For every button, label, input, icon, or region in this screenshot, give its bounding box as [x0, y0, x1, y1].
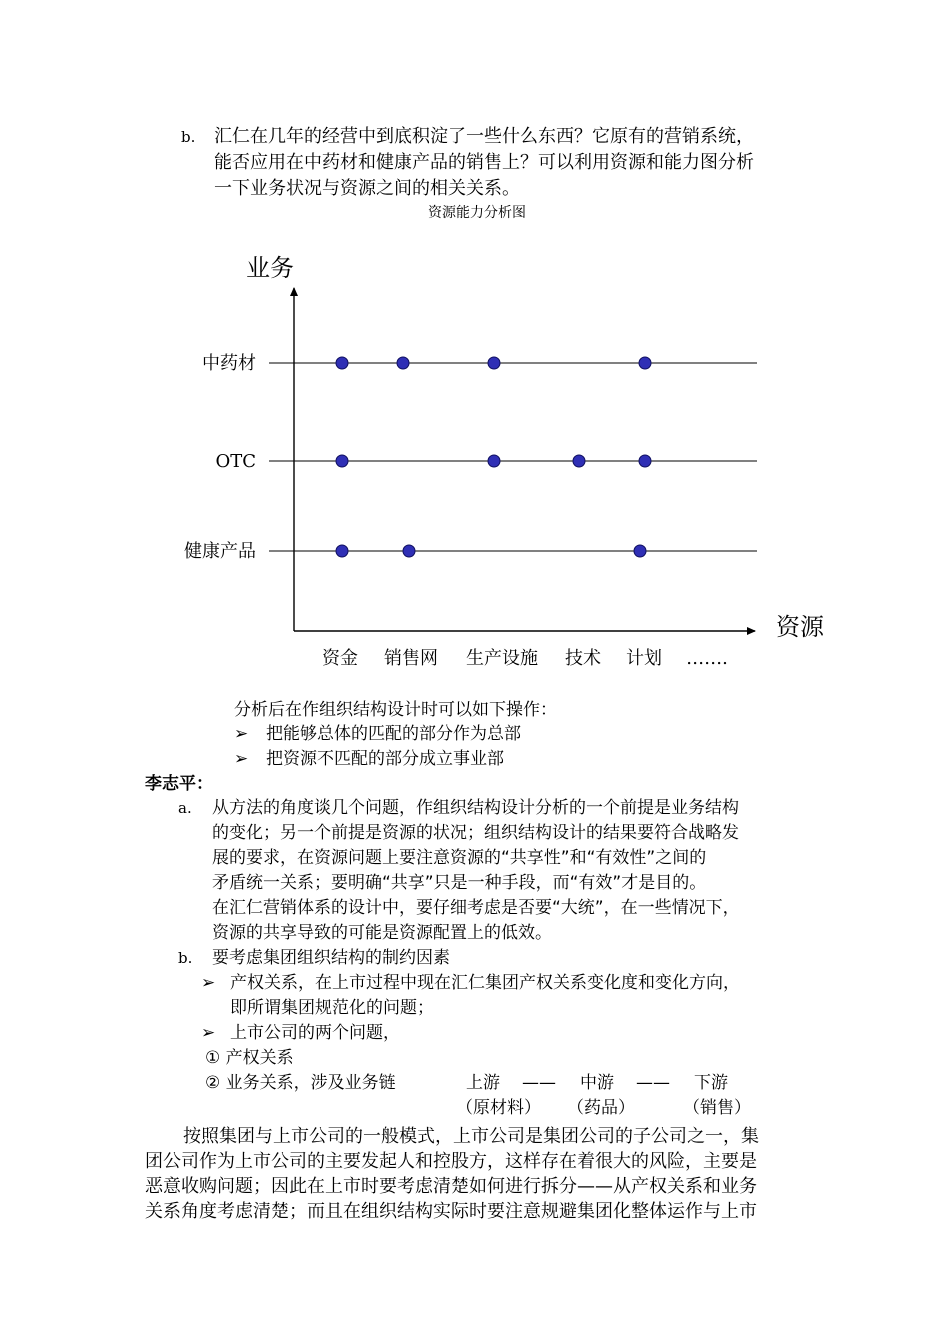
bullet-icon: ➢	[201, 1023, 216, 1043]
y-axis-label: 业务	[246, 254, 294, 282]
list-marker-b: b.	[181, 128, 196, 146]
item-a-line-5: 在汇仁营销体系的设计中，要仔细考虑是否要“大统”，在一些情况下，	[212, 898, 740, 918]
analysis-intro: 分析后在作组织结构设计时可以如下操作：	[234, 700, 557, 720]
data-point	[336, 455, 348, 467]
data-point	[573, 455, 585, 467]
x-tick-label: …….	[686, 648, 728, 669]
data-point	[403, 545, 415, 557]
x-axis-label: 资源	[776, 613, 824, 641]
section-b-line-2: 能否应用在中药材和健康产品的销售上？可以利用资源和能力图分析	[214, 152, 754, 173]
data-point	[397, 357, 409, 369]
bullet-icon: ➢	[234, 724, 249, 744]
data-point	[639, 455, 651, 467]
chain-upstream: 上游	[466, 1073, 500, 1093]
paragraph-line-1: 按照集团与上市公司的一般模式，上市公司是集团公司的子公司之一，集	[183, 1126, 759, 1147]
list-marker-a: a.	[178, 799, 192, 817]
item-b-bullet-2: 上市公司的两个问题，	[230, 1023, 400, 1043]
series-label: 中药材	[202, 353, 256, 374]
x-tick-label: 计划	[626, 648, 662, 669]
x-tick-label: 生产设施	[466, 648, 538, 669]
chain-dash: ——	[522, 1073, 556, 1093]
chain-dash: ——	[636, 1073, 670, 1093]
x-tick-label: 资金	[322, 648, 358, 669]
chain-downstream: 下游	[694, 1073, 728, 1093]
bullet-icon: ➢	[201, 973, 216, 993]
data-point	[336, 545, 348, 557]
paragraph-line-3: 恶意收购问题；因此在上市时要考虑清楚如何进行拆分——从产权关系和业务	[145, 1176, 757, 1197]
speaker-name: 李志平：	[145, 774, 213, 794]
numbered-item-2: ② 业务关系，涉及业务链	[205, 1073, 396, 1093]
data-point	[639, 357, 651, 369]
item-a-line-6: 资源的共享导致的可能是资源配置上的低效。	[212, 923, 552, 943]
chain-downstream-note: （销售）	[683, 1098, 751, 1118]
item-a-line-1: 从方法的角度谈几个问题，作组织结构设计分析的一个前提是业务结构	[212, 798, 739, 818]
numbered-item-1: ① 产权关系	[205, 1048, 294, 1068]
data-point	[336, 357, 348, 369]
analysis-bullet-2: 把资源不匹配的部分成立事业部	[266, 749, 504, 769]
section-b-line-3: 一下业务状况与资源之间的相关关系。	[214, 178, 520, 199]
series-label: 健康产品	[184, 541, 256, 562]
chain-midstream: 中游	[580, 1073, 614, 1093]
chain-upstream-note: （原材料）	[456, 1098, 541, 1118]
chain-midstream-note: （药品）	[567, 1098, 635, 1118]
x-tick-label: 销售网	[384, 648, 438, 669]
item-a-line-4: 矛盾统一关系；要明确“共享”只是一种手段，而“有效”才是目的。	[212, 873, 707, 893]
paragraph-line-4: 关系角度考虑清楚；而且在组织结构实际时要注意规避集团化整体运作与上市	[145, 1201, 757, 1222]
analysis-bullet-1: 把能够总体的匹配的部分作为总部	[266, 724, 521, 744]
data-point	[488, 455, 500, 467]
series-label: OTC	[215, 451, 256, 472]
chart-title: 资源能力分析图	[428, 205, 526, 221]
item-b-bullet-1-line-1: 产权关系，在上市过程中现在汇仁集团产权关系变化度和变化方向，	[230, 973, 740, 993]
paragraph-line-2: 团公司作为上市公司的主要发起人和控股方，这样存在着很大的风险，主要是	[145, 1151, 757, 1172]
bullet-icon: ➢	[234, 749, 249, 769]
item-a-line-3: 展的要求，在资源问题上要注意资源的“共享性”和“有效性”之间的	[212, 848, 707, 868]
list-marker-b2: b.	[178, 949, 193, 967]
data-point	[634, 545, 646, 557]
data-point	[488, 357, 500, 369]
section-b-line-1: 汇仁在几年的经营中到底积淀了一些什么东西？它原有的营销系统，	[214, 126, 754, 147]
item-a-line-2: 的变化；另一个前提是资源的状况；组织结构设计的结果要符合战略发	[212, 823, 739, 843]
item-b-title: 要考虑集团组织结构的制约因素	[212, 948, 450, 968]
x-tick-label: 技术	[565, 648, 601, 669]
item-b-bullet-1-line-2: 即所谓集团规范化的问题；	[230, 998, 434, 1018]
